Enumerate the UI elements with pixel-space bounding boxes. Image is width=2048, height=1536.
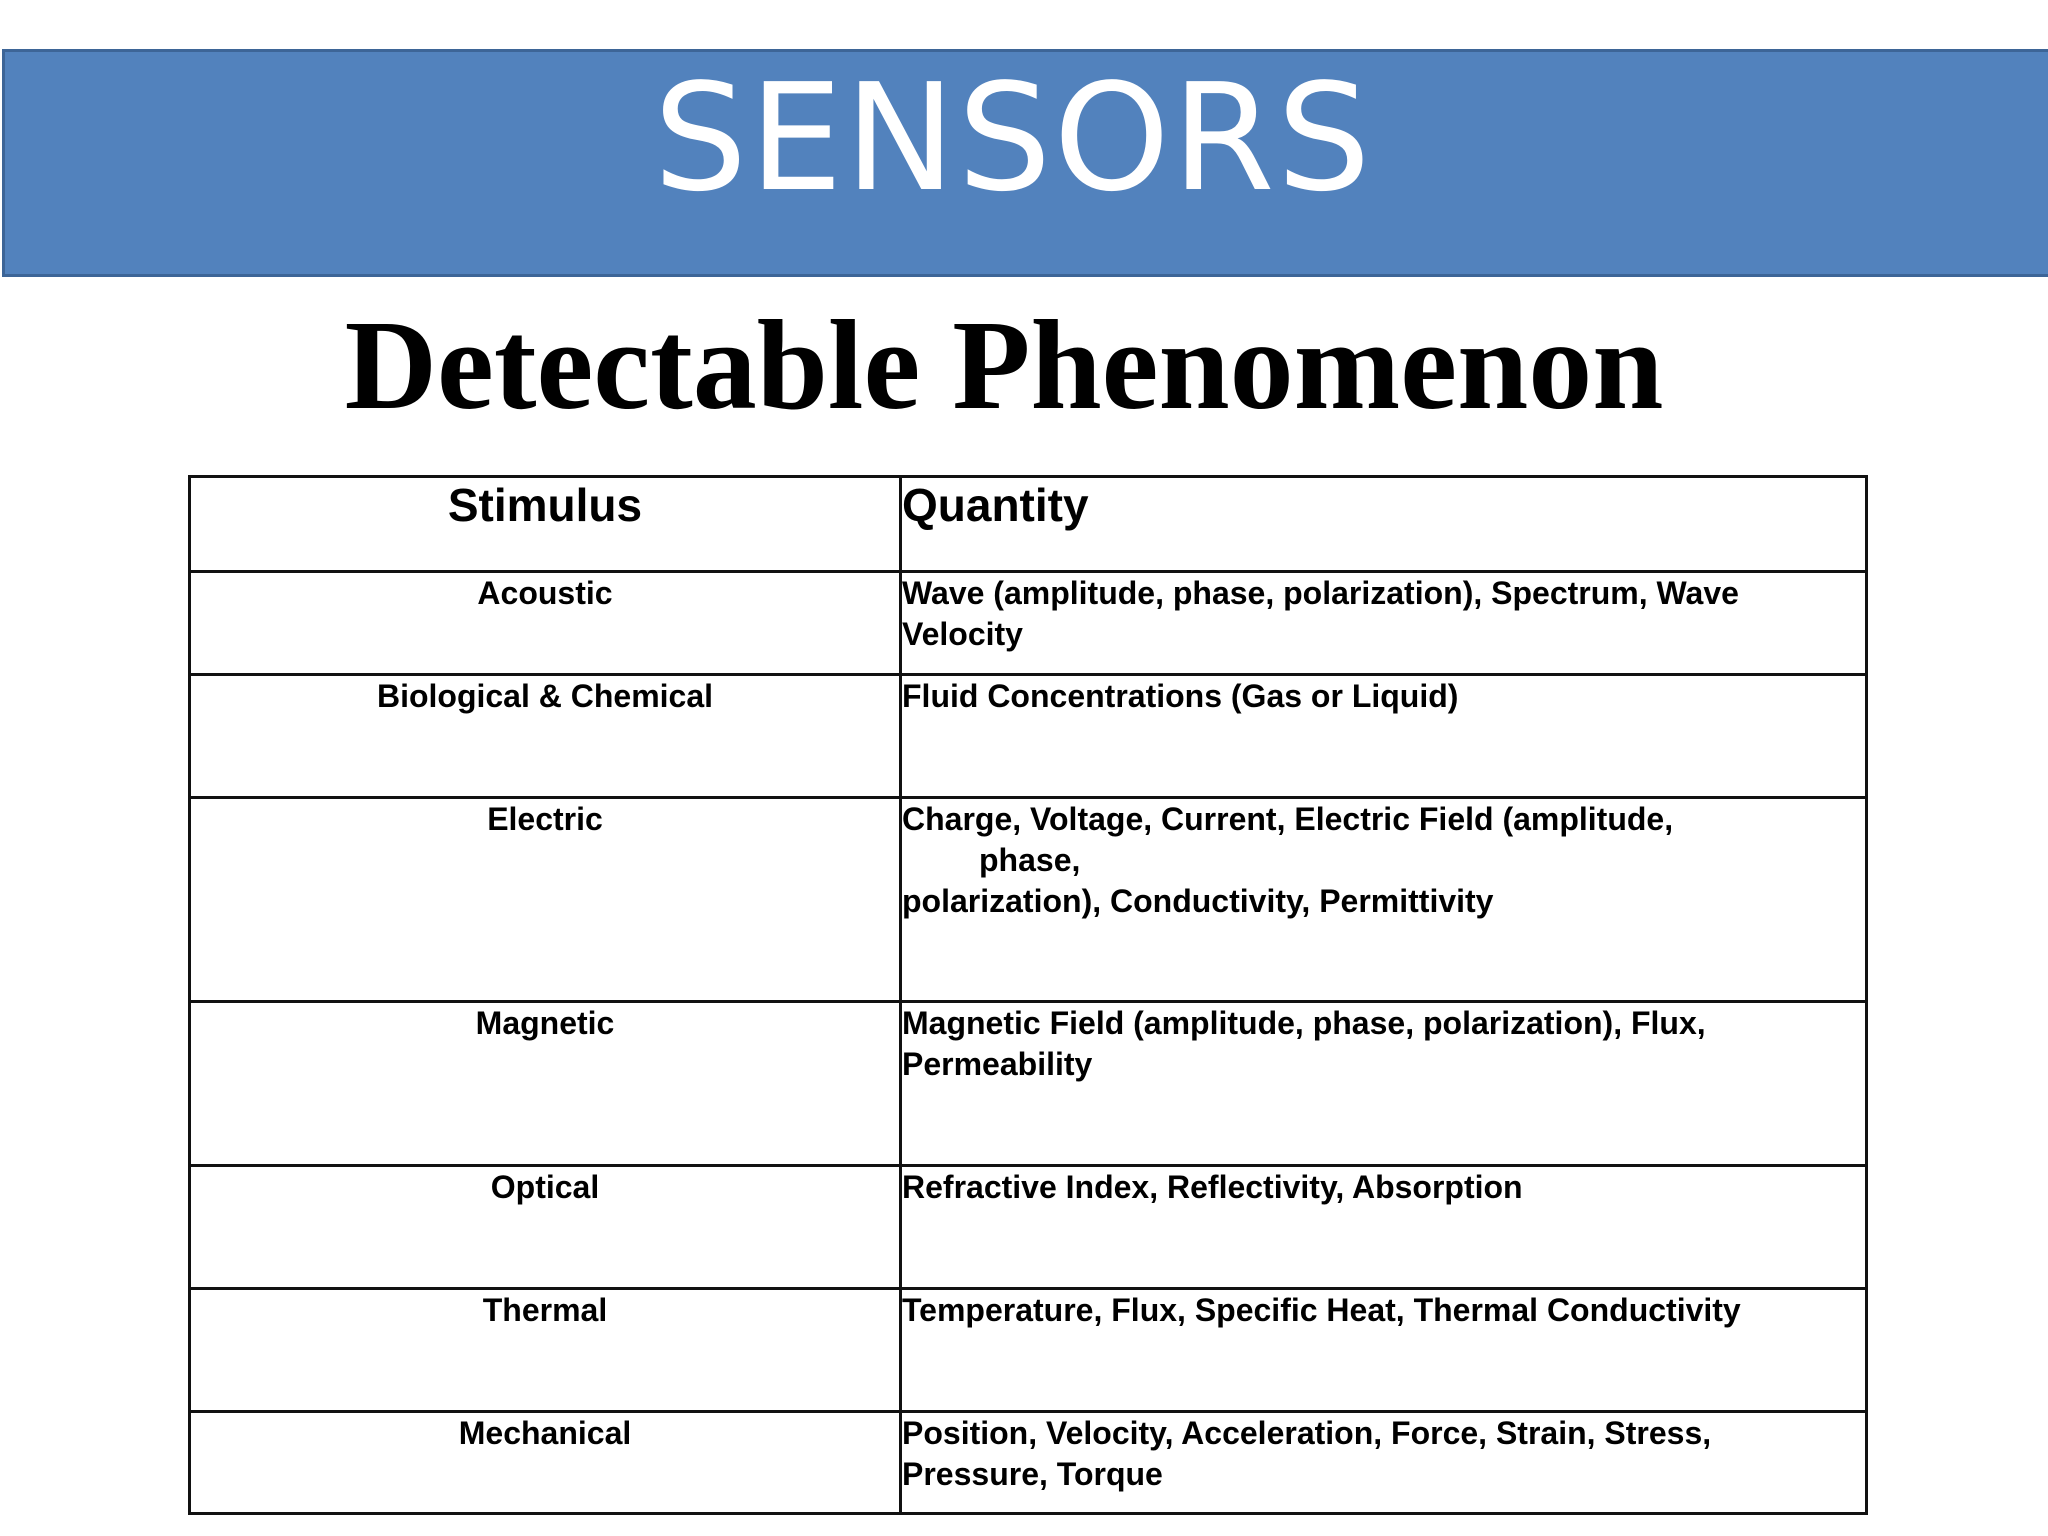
quantity-cell [901, 572, 1867, 675]
quantity-line: Velocity [902, 616, 1023, 652]
quantity-cell [901, 1166, 1867, 1289]
quantity-line: Position, Velocity, Acceleration, Force, Strain, Stress, [902, 1415, 1712, 1451]
header-quantity: Quantity [901, 477, 1867, 572]
stimulus-cell: Thermal [190, 1289, 901, 1412]
table-row [190, 1412, 1867, 1514]
quantity-line: polarization), Conductivity, Permittivity [902, 883, 1494, 919]
table-row [190, 1166, 1867, 1289]
quantity-line: phase, [979, 842, 1081, 878]
quantity-cell [901, 1412, 1867, 1514]
quantity-cell [901, 798, 1867, 1002]
stimulus-cell: Biological & Chemical [190, 675, 901, 798]
quantity-line: Charge, Voltage, Current, Electric Field (amplitude, [902, 801, 1674, 837]
quantity-line: Temperature, Flux, Specific Heat, Thermal Conductivity [902, 1292, 1741, 1328]
slide-subtitle: Detectable Phenomenon [344, 294, 1664, 436]
table-header-row [190, 477, 1867, 572]
stimulus-cell: Optical [190, 1166, 901, 1289]
phenomenon-table [188, 475, 1868, 1515]
table-row [190, 1002, 1867, 1166]
stimulus-cell: Acoustic [190, 572, 901, 675]
stimulus-cell: Mechanical [190, 1412, 901, 1514]
quantity-line: Magnetic Field (amplitude, phase, polarization), Flux, [902, 1005, 1706, 1041]
quantity-line: Permeability [902, 1046, 1093, 1082]
quantity-cell [901, 1289, 1867, 1412]
table-row [190, 675, 1867, 798]
table-row [190, 798, 1867, 1002]
quantity-cell [901, 675, 1867, 798]
quantity-line: Wave (amplitude, phase, polarization), Spectrum, Wave [902, 575, 1739, 611]
quantity-line: Pressure, Torque [902, 1456, 1163, 1492]
table-row [190, 572, 1867, 675]
header-stimulus: Stimulus [190, 477, 901, 572]
stimulus-cell: Magnetic [190, 1002, 901, 1166]
quantity-line: Fluid Concentrations (Gas or Liquid) [902, 678, 1459, 714]
quantity-line: Refractive Index, Reflectivity, Absorption [902, 1169, 1523, 1205]
quantity-cell [901, 1002, 1867, 1166]
stimulus-cell: Electric [190, 798, 901, 1002]
slide-title: SENSORS [653, 52, 1373, 224]
table-row [190, 1289, 1867, 1412]
